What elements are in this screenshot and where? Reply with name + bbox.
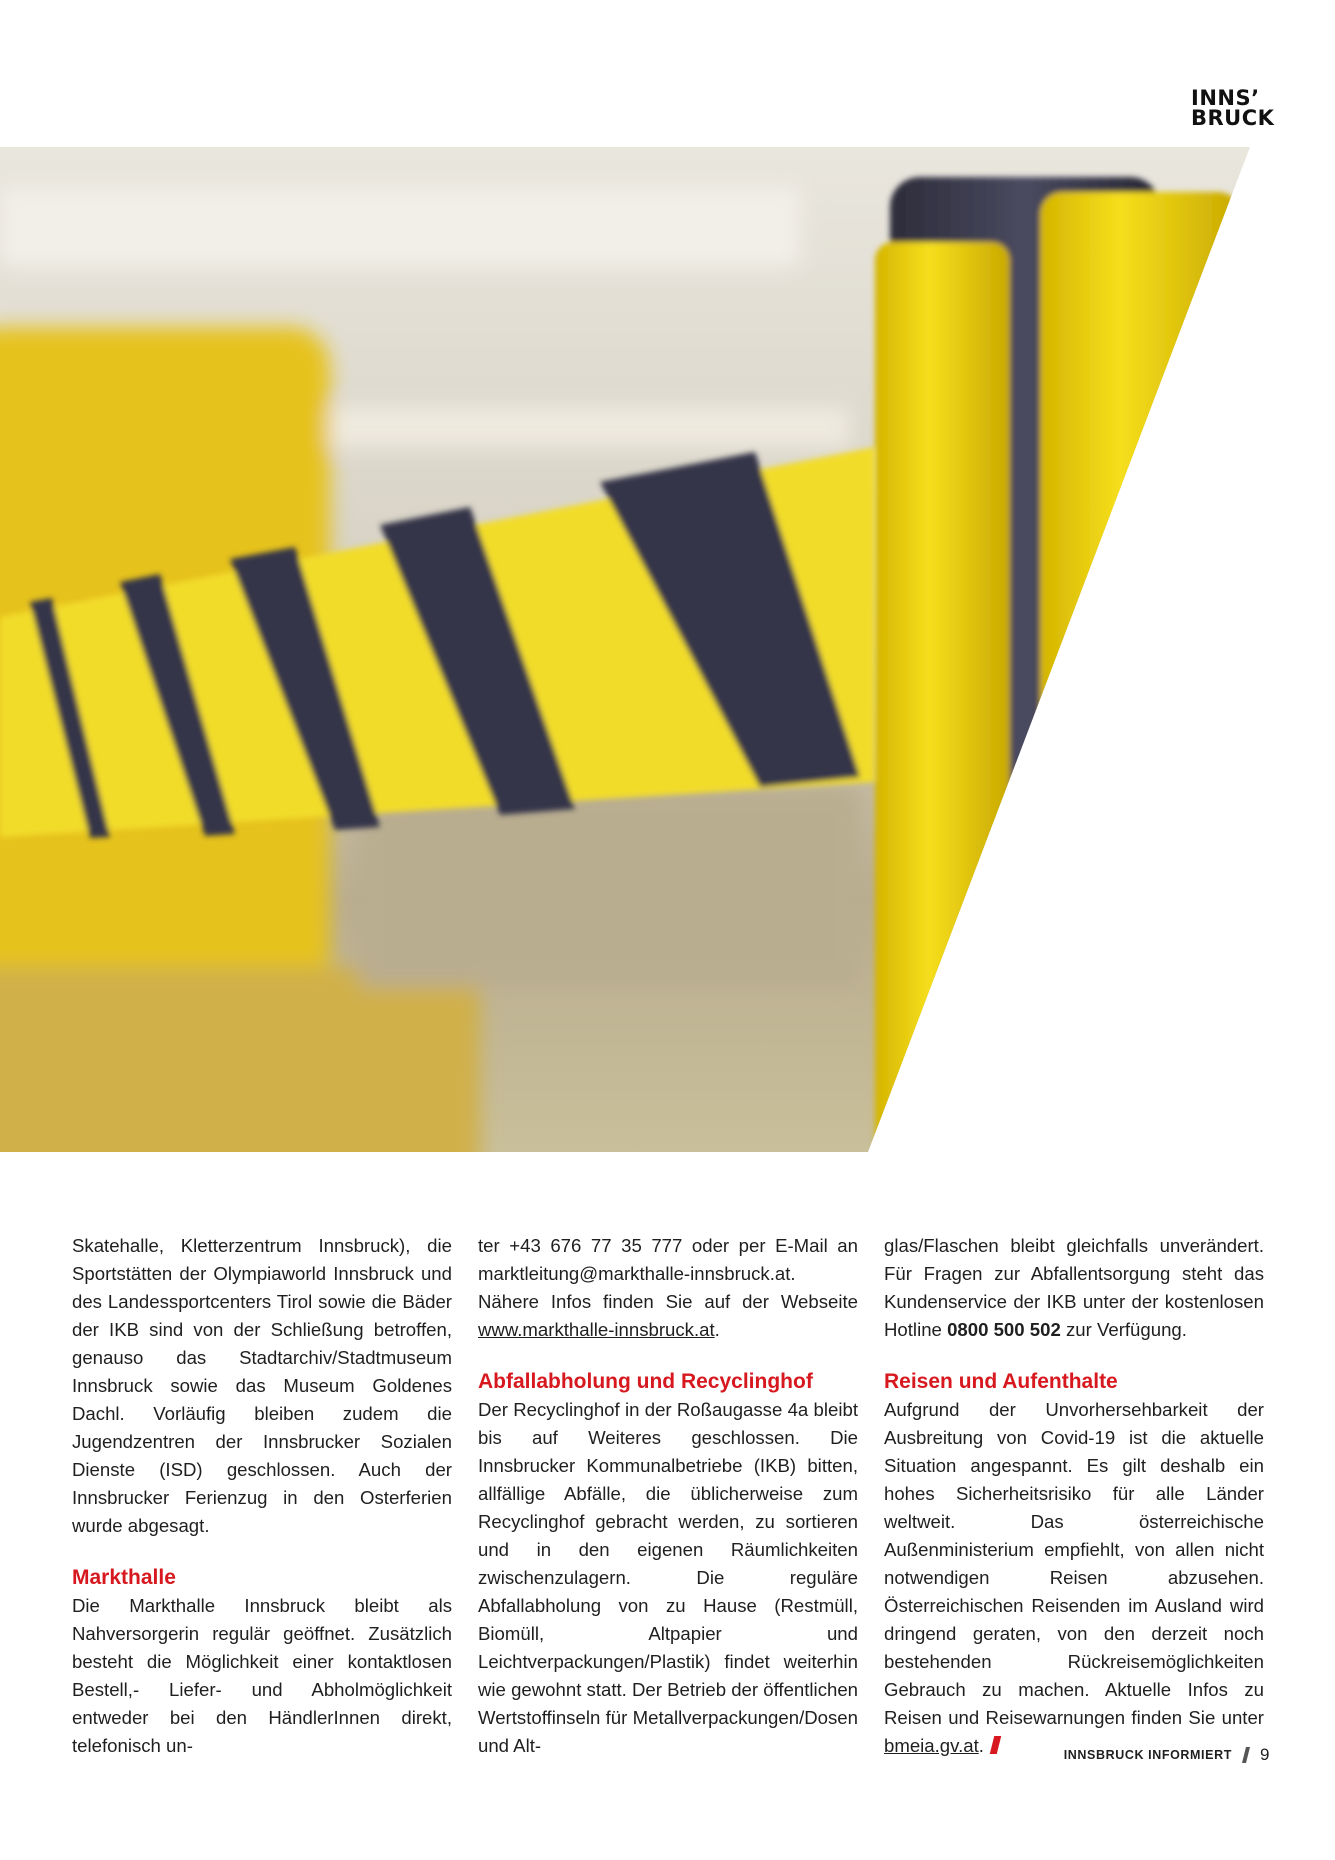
reisen-text: Aufgrund der Unvorhersehbarkeit der Ausbreitung von Covid-19 ist die aktuelle Situation angespannt. Es gilt deshalb ein hohes Sicherheitsrisiko für alle Länder weltweit. Das österreichische Außenministerium empfiehlt, von allen nicht notwendigen Reisen abzusehen. Österreichischen Reisenden im Ausland wird dringend geraten, von den derzeit noch bestehenden Rückreisemöglichkeiten Gebrauch zu machen. Aktuelle Infos zu Reisen und Reisewarnungen finden Sie unter xyxy=(884,1399,1264,1728)
article-column-2 xyxy=(478,1232,858,1760)
page-footer xyxy=(1060,1745,1270,1765)
heading-abfallabholung: Abfallabholung und Recyclinghof xyxy=(478,1370,813,1393)
paragraph-hotline xyxy=(884,1232,1264,1344)
hotline-number: 0800 500 502 xyxy=(947,1319,1061,1340)
paragraph-end-period: . xyxy=(978,1735,984,1756)
markthalle-contact-text: ter +43 676 77 35 777 oder per E-Mail an marktleitung@markthalle-innsbruck.at. Nähere Infos finden Sie auf der Webseite xyxy=(478,1235,858,1312)
footer-divider-icon xyxy=(1242,1747,1250,1763)
paragraph-markthalle: Die Markthalle Innsbruck bleibt als Nahversorgerin regulär geöffnet. Zusätzlich besteht die Möglichkeit einer kontaktlosen Bestell,- Liefer- und Abholmöglichkeit entweder bei den HändlerInnen direkt, telefonisch un- xyxy=(72,1595,452,1756)
barrier-tape-photo xyxy=(0,147,1250,1152)
heading-reisen: Reisen und Aufenthalte xyxy=(884,1370,1118,1393)
logo-line-2: BRUCK xyxy=(1191,106,1275,130)
article-column-3 xyxy=(884,1232,1264,1760)
markthalle-website-link[interactable]: www.markthalle-innsbruck.at xyxy=(478,1319,715,1340)
paragraph-sports-closures: Skatehalle, Kletterzentrum Innsbruck), die Sportstätten der Olympiaworld Innsbruck und des Landessportcenters Tirol sowie die Bäder der IKB sind von der Schließung betroffen, genauso das Stadtarchiv/Stadtmuseum Innsbruck sowie das Museum Goldenes Dachl. Vorläufig bleiben zudem die Jugendzentren der Innsbrucker Sozialen Dienste (ISD) geschlossen. Auch der Innsbrucker Ferienzug in den Osterferien wurde abgesagt. xyxy=(72,1235,452,1536)
footer-publication-label: INNSBRUCK INFORMIERT xyxy=(1063,1748,1232,1762)
hotline-text-end: zur Verfügung. xyxy=(1065,1319,1187,1340)
article-end-mark-icon xyxy=(990,1736,1001,1754)
heading-markthalle: Markthalle xyxy=(72,1566,176,1589)
paragraph-recyclinghof: Der Recyclinghof in der Roßaugasse 4a bleibt bis auf Weiteres geschlossen. Die Innsbrucker Kommunalbetriebe (IKB) bitten, allfällige Abfälle, die üblicherweise zum Recyclinghof gebracht werden, zu sortieren und in den eigenen Räumlichkeiten zwischenzulagern. Die reguläre Abfallabholung von zu Hause (Restmüll, Biomüll, Altpapier und Leichtverpackungen/Plastik) findet weiterhin wie gewohnt statt. Der Betrieb der öffentlichen Wertstoffinseln für Metallverpackungen/Dosen und Alt- xyxy=(478,1399,859,1756)
page-number: 9 xyxy=(1259,1745,1270,1764)
paragraph-end-period: . xyxy=(714,1319,720,1340)
paragraph-reisen xyxy=(884,1396,1264,1760)
article-column-1 xyxy=(72,1232,452,1760)
bmeia-link[interactable]: bmeia.gv.at xyxy=(884,1735,979,1756)
hotline-text: glas/Flaschen bleibt gleichfalls unverändert. Für Fragen zur Abfallentsorgung steht das Kundenservice der IKB unter der kostenlosen Hotline xyxy=(884,1235,1264,1340)
innsbruck-logo xyxy=(1191,88,1274,128)
logo-line-1: INNS’ xyxy=(1191,86,1260,110)
paragraph-markthalle-contact xyxy=(478,1232,858,1344)
